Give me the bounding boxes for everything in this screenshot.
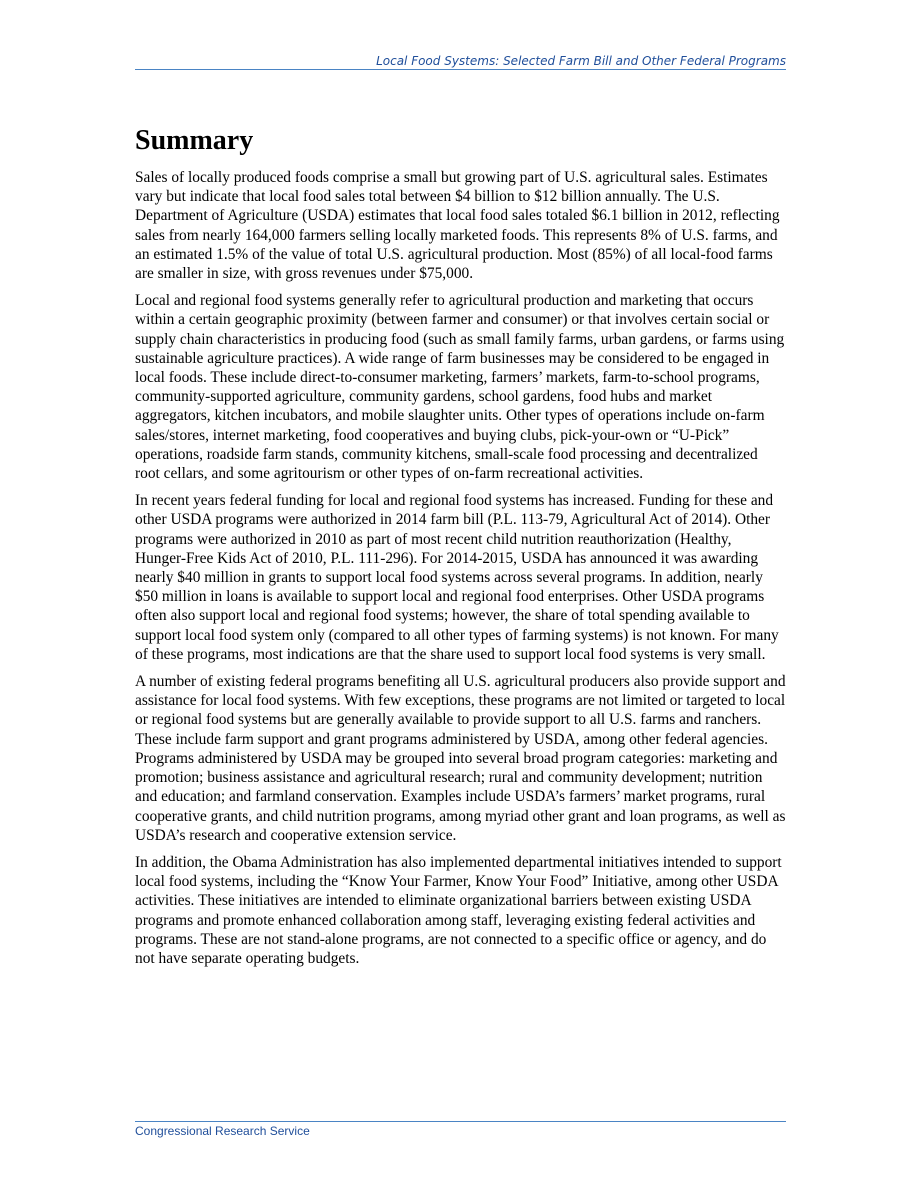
footer-publisher: Congressional Research Service: [135, 1124, 310, 1138]
section-heading: Summary: [135, 125, 254, 156]
footer-rule: [135, 1121, 786, 1122]
header-rule: [135, 69, 786, 70]
paragraph-2: Local and regional food systems generally refer to agricultural production and marketing that occurs within a certain geographic proximity (between farmer and consumer) or that involves certain social or supply chain characteristics in producing food (such as small family farms, urban gardens, or farms using sustainable agriculture practices). A wide range of farm businesses may be considered to be engaged in local foods. These include direct-to-consumer marketing, farmers’ markets, farm-to-school programs, community-supported agriculture, community gardens, school gardens, food hubs and market aggregators, kitchen incubators, and mobile slaughter units. Other types of operations include on-farm sales/stores, internet marketing, food cooperatives and buying clubs, pick-your-own or “U-Pick” operations, roadside farm stands, community kitchens, small-scale food processing and decentralized root cellars, and some agritourism or other types of on-farm recreational activities.: [135, 292, 785, 483]
paragraph-4: A number of existing federal programs benefiting all U.S. agricultural producers also provide support and assistance for local food systems. With few exceptions, these programs are not limited or targeted to local or regional food systems but are generally available to provide support to all U.S. farms and ranchers. These include farm support and grant programs administered by USDA, among other federal agencies. Programs administered by USDA may be grouped into several broad program categories: marketing and promotion; business assistance and agricultural research; rural and community development; nutrition and education; and farmland conservation. Examples include USDA’s farmers’ market programs, rural cooperative grants, and child nutrition programs, among myriad other grant and loan programs, as well as USDA’s research and cooperative extension service.: [135, 673, 786, 844]
summary-body: [135, 168, 786, 976]
paragraph-1: Sales of locally produced foods comprise a small but growing part of U.S. agricultural sales. Estimates vary but indicate that local food sales total between $4 billion to $12 billion annually. The U.S. Department of Agriculture (USDA) estimates that local food sales totaled $6.1 billion in 2012, reflecting sales from nearly 164,000 farmers selling locally marketed foods. This represents 8% of U.S. farms, and an estimated 1.5% of the value of total U.S. agricultural production. Most (85%) of all local-food farms are smaller in size, with gross revenues under $75,000.: [135, 169, 780, 283]
paragraph-3: In recent years federal funding for local and regional food systems has increased. Funding for these and other USDA programs were authorized in 2014 farm bill (P.L. 113-79, Agricultural Act of 2014). Other programs were authorized in 2010 as part of most recent child nutrition reauthorization (Healthy, Hunger-Free Kids Act of 2010, P.L. 111-296). For 2014-2015, USDA has announced it was awarding nearly $40 million in grants to support local food systems across several programs. In addition, nearly $50 million in loans is available to support local and regional food enterprises. Other USDA programs often also support local and regional food systems; however, the share of total spending available to support local food system only (compared to all other types of farming systems) is not known. For many of these programs, most indications are that the share used to support local food systems is very small.: [135, 492, 779, 663]
paragraph-5: In addition, the Obama Administration has also implemented departmental initiatives intended to support local food systems, including the “Know Your Farmer, Know Your Food” Initiative, among other USDA activities. These initiatives are intended to eliminate organizational barriers between existing USDA programs and promote enhanced collaboration among staff, leveraging existing federal activities and programs. These are not stand-alone programs, are not connected to a specific office or agency, and do not have separate operating budgets.: [135, 853, 782, 967]
running-header: Local Food Systems: Selected Farm Bill and Other Federal Programs: [376, 54, 786, 68]
